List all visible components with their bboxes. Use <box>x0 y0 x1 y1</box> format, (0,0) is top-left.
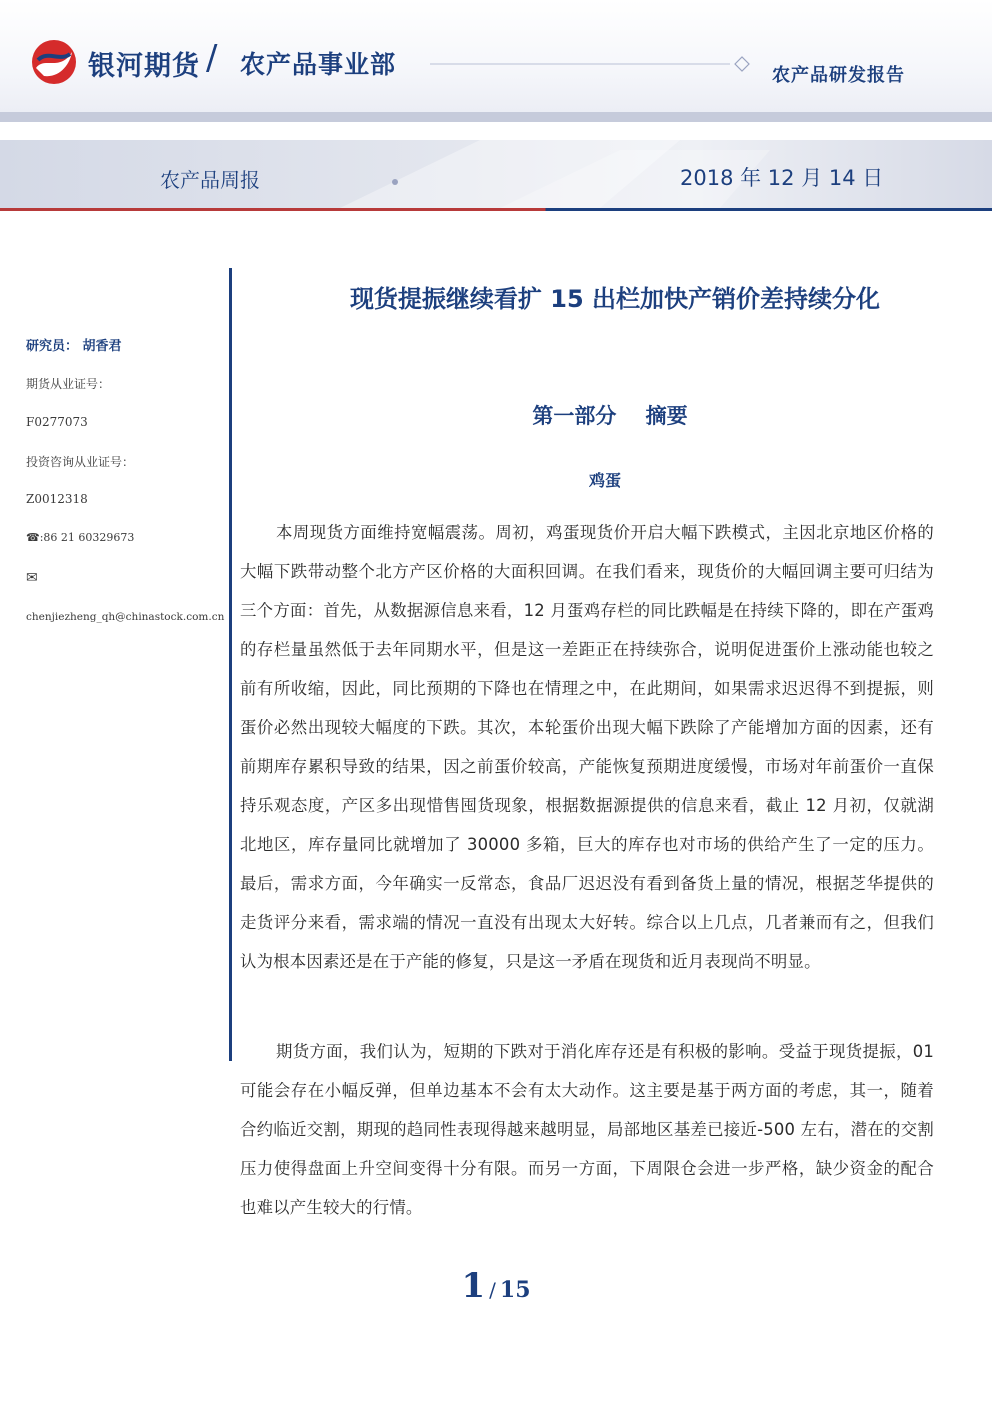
body-paragraph: 期货方面，我们认为，短期的下跌对于消化库存还是有积极的影响。受益于现货提振，01 可能会存在小幅反弹，但单边基本不会有太大动作。这主要是基于两方面的考虑，其一，随着合约临近交割，期现的趋同性表现得越来越明显，局部地区基差已接近-500 左右，潜在的交割压力使得盘面上升空间变得十分有限。而另一方面，下周限仓会进一步严格，缺少资金的配合也难以产生较大的行情。 <box>240 1042 934 1217</box>
page-current: 1 <box>461 1266 486 1306</box>
invest-license-label: 投资咨询从业证号： <box>26 455 135 469</box>
futures-license-number: F0277073 <box>26 415 88 429</box>
mail-icon: ✉ <box>26 570 38 586</box>
division-name: 农产品事业部 <box>240 50 397 79</box>
report-header <box>0 0 992 112</box>
page-total: 15 <box>499 1277 531 1303</box>
document-title: 现货提振继续看扩 15 出栏加快产销价差持续分化 <box>349 285 881 313</box>
report-date: 2018 年 12 月 14 日 <box>680 166 884 190</box>
page-separator: / <box>489 1278 496 1302</box>
section-title: 第一部分 摘要 <box>532 404 688 428</box>
banner-rule <box>0 208 992 211</box>
researcher-name: 研究员： 胡香君 <box>26 339 122 354</box>
futures-license-label: 期货从业证号： <box>26 377 111 391</box>
invest-license-number: Z0012318 <box>26 492 88 506</box>
body-paragraph: 本周现货方面维持宽幅震荡。周初，鸡蛋现货价开启大幅下跌模式，主因北京地区价格的大幅下跌带动整个北方产区价格的大面积回调。在我们看来，现货价的大幅回调主要可归结为三个方面：首先，从数据源信息来看，12 月蛋鸡存栏的同比跌幅是在持续下降的，即在产蛋鸡的存栏量虽然低于去年同期水平，但是这一差距正在持续弥合，说明促进蛋价上涨动能也较之前有所收缩，因此，同比预期的下降也在情理之中，在此期间，如果需求迟迟得不到提振，则蛋价必然出现较大幅度的下跌。其次，本轮蛋价出现大幅下跌除了产能增加方面的因素，还有前期库存累积导致的结果，因之前蛋价较高，产能恢复预期进度缓慢，市场对年前蛋价一直保持乐观态度，产区多出现惜售囤货现象，根据数据源提供的信息来看，截止 12 月初，仅就湖北地区，库存量同比就增加了 30000 多箱，巨大的库存也对市场的供给产生了一定的压力。最后，需求方面，今年确实一反常态，食品厂迟迟没有看到备货上量的情况，根据芝华提供的走货评分来看，需求端的情况一直没有出现太大好转。综合以上几点，几者兼而有之，但我们认为根本因素还是在于产能的修复，只是这一矛盾在现货和近月表现尚不明显。 <box>240 523 934 971</box>
sidebar-divider <box>229 268 232 1061</box>
banner-title: 农产品周报 <box>160 168 260 192</box>
header-divider-band <box>0 112 992 122</box>
brand-name: 银河期货 <box>88 51 200 82</box>
phone-number: ☎:86 21 60329673 <box>26 531 135 544</box>
galaxy-futures-logo-icon <box>30 38 78 86</box>
brand-separator: / <box>206 38 218 78</box>
decorative-line <box>430 56 760 72</box>
email-address: chenjiezheng_qh@chinastock.com.cn <box>26 611 225 623</box>
subsection-title: 鸡蛋 <box>588 471 621 490</box>
report-type-label: 农产品研发报告 <box>772 65 905 86</box>
page-number <box>0 1266 992 1306</box>
